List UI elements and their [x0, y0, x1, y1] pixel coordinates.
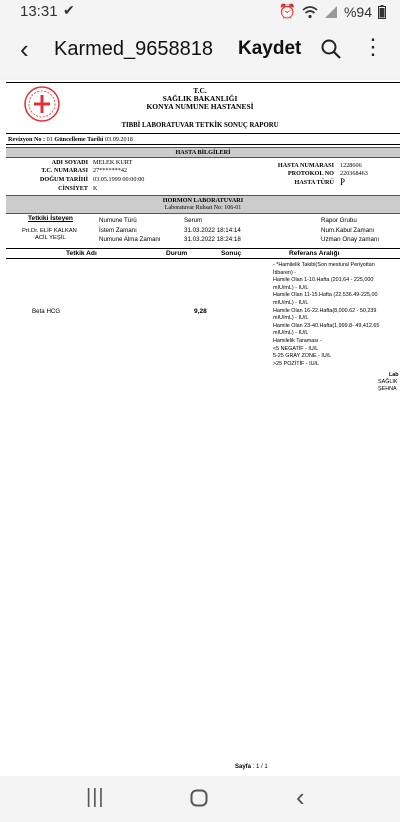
reference-range-list — [273, 262, 400, 368]
reference-line: İtibaren) - — [273, 269, 297, 276]
patient-number-value: 1228606 — [340, 162, 362, 169]
tc-label: T.C. NUMARASI — [41, 167, 88, 174]
top-border — [6, 82, 400, 83]
battery-level: %94 — [343, 3, 372, 20]
report-title: TIBBİ LABORATUVAR TETKİK SONUÇ RAPORU — [121, 122, 279, 129]
nav-back-icon[interactable]: ‹ — [296, 782, 305, 812]
download-check-icon: ✔ — [63, 2, 75, 18]
divider — [6, 133, 400, 134]
update-value: 03.09.2018 — [104, 136, 133, 143]
name-label: ADI SOYADI — [51, 159, 88, 166]
system-nav-bar — [0, 776, 400, 822]
search-icon[interactable] — [320, 38, 342, 60]
divider — [6, 248, 400, 249]
patient-section-title: HASTA BİLGİLERİ — [175, 149, 231, 156]
page-label: Sayfa — [235, 764, 252, 770]
reference-line: Hamilelik Taraması - — [273, 337, 322, 344]
battery-icon — [378, 5, 386, 19]
reference-line: >25 POZİTİF - IU/L — [273, 360, 319, 367]
reference-line: <5 NEGATİF - IU/L — [273, 345, 319, 352]
patient-section-bar — [6, 147, 400, 158]
sex-label: CİNSİYET — [58, 185, 88, 192]
patient-type-value: P — [340, 177, 346, 187]
reference-line: - *Hamilelik Takibi(Son mestural Periyottan — [273, 262, 375, 268]
sex-value: K — [93, 185, 98, 192]
status-bar — [0, 0, 400, 24]
back-arrow-icon[interactable]: ‹ — [20, 34, 29, 64]
sample-type-label: Numune Türü — [99, 217, 137, 224]
home-icon[interactable] — [190, 789, 208, 807]
report-group-label: Rapor Grubu — [321, 217, 357, 224]
lab-room-no: Laboratuvar Ruhsat No: 106-01 — [164, 205, 242, 211]
side-line-0: Lab — [389, 372, 399, 378]
accept-time-label: Num.Kabul Zamanı — [321, 227, 375, 234]
reference-line: mIU/mL) - IU/L — [273, 315, 309, 322]
name-value: MELEK KURT — [93, 159, 133, 166]
update-label: Güncelleme Tarihi — [54, 136, 104, 143]
reference-line: mIU/mL) - IU/L — [273, 299, 309, 306]
reference-line: Hamile Olan 1-10.Hafta (201,64 - 225,000 — [273, 277, 374, 284]
org-line-2: SAĞLIK BAKANLIĞI — [162, 94, 238, 103]
reference-line: Hamile Olan 16-22.Hafta(8,000.62 - 50,239 — [273, 307, 377, 314]
lab-report-document — [0, 80, 400, 776]
tc-value: 27*******42 — [93, 167, 128, 174]
dob-value: 03.05.1999 00:00:00 — [93, 176, 145, 183]
test-result-value: 9,28 — [194, 308, 207, 315]
patient-number-label: HASTA NUMARASI — [277, 162, 334, 169]
requester-doctor: Prt.Dr. ELİF KALKAN — [22, 228, 77, 234]
protocol-label: PROTOKOL NO — [287, 170, 334, 177]
org-line-3: KONYA NUMUNE HASTANESİ — [146, 102, 254, 111]
protocol-value: 220368463 — [340, 170, 368, 177]
side-line-1: SAĞLIK — [378, 379, 398, 385]
approve-time-label: Uzman Onay zamanı — [321, 236, 380, 243]
reference-line: mIU/mL) - IU/L — [273, 284, 309, 291]
col-status: Durum — [166, 250, 188, 257]
wifi-icon — [302, 5, 318, 19]
reference-line: Hamile Olan 23-40.Hafta(1,999.8- 49,412.65 — [273, 322, 380, 329]
requester-department: ACİL YEŞİL — [35, 235, 66, 241]
revision-info — [8, 136, 133, 143]
col-result: Sonuç — [221, 250, 242, 257]
col-test-name: Tetkik Adı — [66, 250, 97, 257]
app-bar — [0, 24, 400, 76]
side-line-2: ŞEHNA — [378, 386, 397, 392]
clock: 13:31 — [20, 3, 58, 20]
dob-label: DOĞUM TARİHİ — [39, 176, 88, 183]
patient-type-label: HASTA TÜRÜ — [294, 179, 334, 186]
page-value: 1 / 1 — [256, 764, 268, 770]
org-line-1: T.C. — [193, 86, 207, 95]
request-time-label: İstem Zamanı — [99, 227, 137, 234]
reference-line: 5-25 GRAY ZONE - IU/L — [273, 353, 332, 360]
request-time-value: 31.03.2022 18:14:14 — [184, 227, 241, 234]
save-button[interactable]: Kaydet — [238, 38, 302, 59]
alarm-icon: ⏰ — [278, 3, 296, 19]
document-title: Karmed_9658818 — [54, 38, 214, 60]
revision-value: 01 — [46, 136, 53, 143]
divider — [6, 258, 400, 259]
recent-apps-icon[interactable]: ||| — [86, 786, 105, 808]
lab-section-bar — [6, 195, 400, 214]
sample-time-value: 31.03.2022 18:24:18 — [184, 236, 241, 243]
reference-line: Hamile Olan 11-15.Hafta (22,536.49-225,00 — [273, 292, 378, 299]
reference-line: mIU/mL) - IU/L — [273, 330, 309, 337]
lab-section-title: HORMON LABORATUVARI — [162, 197, 244, 204]
col-reference: Referans Aralığı — [289, 250, 340, 257]
status-icons — [279, 3, 386, 20]
more-options-icon[interactable]: ⋮ — [362, 34, 384, 59]
revision-label: Revizyon No : — [8, 136, 46, 143]
sample-time-label: Numune Alma Zamanı — [99, 236, 161, 243]
signal-icon — [324, 5, 338, 19]
divider — [6, 144, 400, 145]
requester-header: Tetkiki İsteyen — [28, 215, 73, 222]
sample-type-value: Serum — [184, 217, 203, 224]
test-name-beta-hcg: Beta HCG — [32, 308, 61, 315]
page-indicator: Sayfa : 1 / 1 — [235, 764, 268, 770]
